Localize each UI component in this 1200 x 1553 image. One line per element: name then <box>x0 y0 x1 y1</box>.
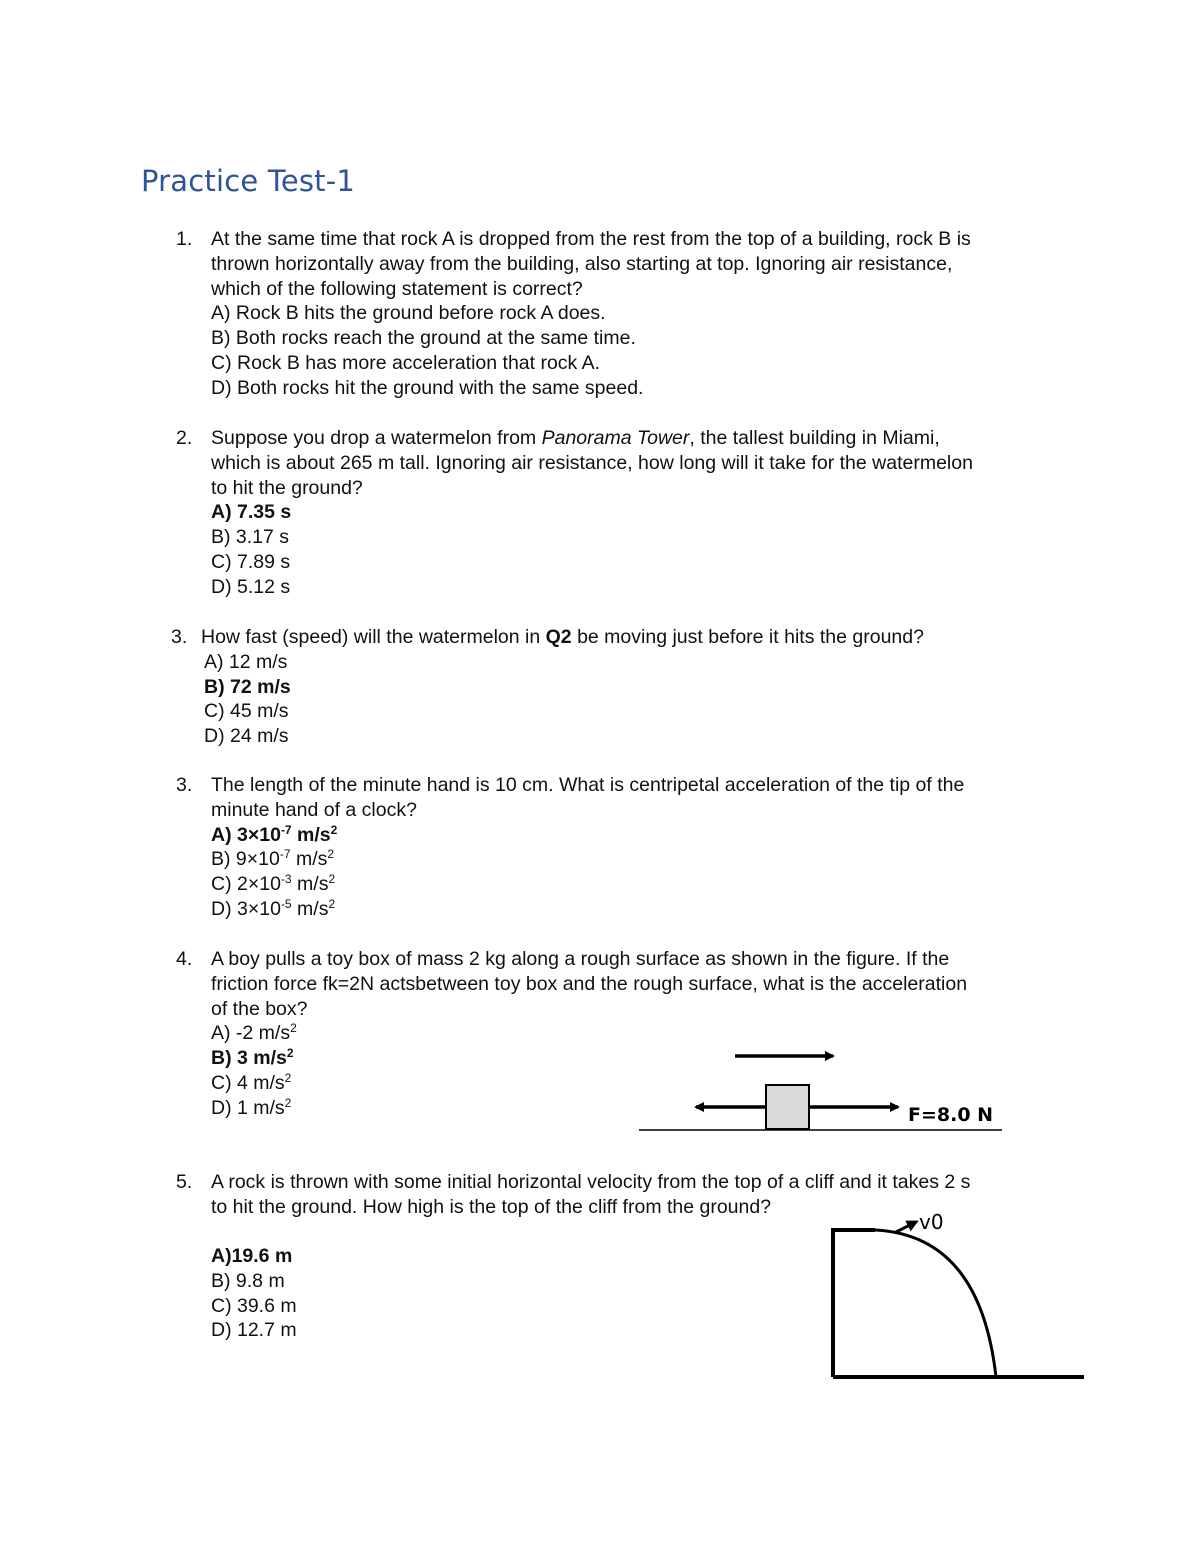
question-number: 4. <box>176 948 193 970</box>
answer-option-c <box>211 872 964 897</box>
page-title: Practice Test-1 <box>141 164 356 198</box>
question-stem-line <box>201 625 924 650</box>
question-stem-line: A boy pulls a toy box of mass 2 kg along a rough surface as shown in the figure. If the <box>211 948 950 970</box>
trajectory-curve <box>875 1230 996 1377</box>
stem-text: be moving just before it hits the ground? <box>571 626 924 648</box>
answer-option-d <box>211 897 964 922</box>
question-stem-line: At the same time that rock A is dropped from the rest from the top of a building, rock B is <box>211 228 971 250</box>
question-stem-line: which is about 265 m tall. Ignoring air resistance, how long will it take for the watermelon <box>211 451 973 474</box>
option-text: B) 3 m/s <box>211 1047 287 1070</box>
question-number: 5. <box>176 1171 193 1193</box>
question-number: 3. <box>176 774 193 796</box>
option-unit-exponent: 2 <box>286 1046 294 1061</box>
answer-option-c: C) 45 m/s <box>204 700 289 723</box>
answer-option-d: D) 12.7 m <box>211 1319 297 1342</box>
option-exponent: -7 <box>279 847 291 862</box>
answer-option-d: D) 5.12 s <box>211 575 291 598</box>
building-name: Panorama Tower <box>541 427 690 449</box>
option-letter: B) <box>211 848 236 871</box>
stem-text: , the tallest building in Miami, <box>689 427 940 449</box>
question-stem-line: A rock is thrown with some initial horizontal velocity from the top of a cliff and it takes 2 s <box>211 1171 971 1193</box>
question-stem-line: thrown horizontally away from the building, also starting at top. Ignoring air resistance, <box>211 252 953 275</box>
answer-option-c: C) 7.89 s <box>211 550 291 573</box>
question-number: 2. <box>176 427 193 449</box>
answer-option-d: D) 24 m/s <box>204 725 289 748</box>
question-stem-line: to hit the ground. How high is the top of the cliff from the ground? <box>211 1195 772 1218</box>
option-unit-exponent: 2 <box>330 822 338 837</box>
option-letter: C) <box>211 873 237 896</box>
stem-text: How fast (speed) will the watermelon in <box>201 626 546 648</box>
cliff-outline <box>833 1230 875 1377</box>
option-unit: m/s <box>291 823 331 846</box>
option-text: D) 1 m/s <box>211 1096 285 1119</box>
option-coefficient: 3×10 <box>237 897 281 920</box>
question-number: 1. <box>176 228 193 250</box>
velocity-arrow <box>896 1222 916 1232</box>
option-unit: m/s <box>290 848 328 871</box>
answer-option-b: B) 3.17 s <box>211 526 290 549</box>
answer-option-a-correct: A)19.6 m <box>211 1245 293 1267</box>
option-exponent: -5 <box>280 896 292 911</box>
question-stem-line: minute hand of a clock? <box>211 798 417 821</box>
cliff-trajectory-diagram <box>820 1205 1090 1390</box>
toy-box-force-diagram <box>620 1035 1020 1145</box>
stem-text: Suppose you drop a watermelon from <box>211 427 542 449</box>
answer-option-b: B) 9.8 m <box>211 1269 285 1292</box>
answer-option-c: C) 39.6 m <box>211 1294 297 1317</box>
question-reference: Q2 <box>545 626 572 648</box>
question-stem-line: to hit the ground? <box>211 476 363 499</box>
option-exponent: -3 <box>280 872 292 887</box>
answer-option-c: C) Rock B has more acceleration that rock A. <box>211 351 601 374</box>
question-stem-line: which of the following statement is correct? <box>211 277 583 300</box>
option-unit: m/s <box>291 897 329 920</box>
answer-option-a-correct: A) 7.35 s <box>211 501 292 524</box>
option-coefficient: 3×10 <box>237 823 281 846</box>
option-unit-exponent: 2 <box>328 872 336 887</box>
question-stem-line: friction force fk=2N actsbetween toy box and the rough surface, what is the acceleration <box>211 972 968 995</box>
question-stem-line <box>211 426 973 451</box>
option-letter: D) <box>211 897 237 920</box>
answer-option-b: B) Both rocks reach the ground at the same time. <box>211 327 636 350</box>
option-text: C) 4 m/s <box>211 1071 285 1094</box>
question-stem-line: of the box? <box>211 997 308 1020</box>
option-unit-exponent: 2 <box>290 1021 297 1036</box>
answer-option-a-correct <box>211 823 964 848</box>
option-unit: m/s <box>291 873 329 896</box>
question-number: 3. <box>171 626 188 648</box>
answer-option-b-correct: B) 72 m/s <box>204 675 291 698</box>
force-label: F=8.0 N <box>908 1104 994 1126</box>
option-unit-exponent: 2 <box>284 1070 292 1085</box>
answer-option-a: A) 12 m/s <box>204 650 288 673</box>
toy-box <box>766 1085 809 1129</box>
velocity-label: v0 <box>919 1210 944 1234</box>
option-coefficient: 9×10 <box>235 848 280 871</box>
answer-option-a: A) Rock B hits the ground before rock A does. <box>211 302 606 325</box>
option-unit-exponent: 2 <box>284 1095 292 1110</box>
question-stem-line: The length of the minute hand is 10 cm. What is centripetal acceleration of the tip of the <box>211 774 965 796</box>
option-coefficient: 2×10 <box>237 873 281 896</box>
option-exponent: -7 <box>280 822 292 837</box>
option-text: A) -2 m/s <box>211 1022 291 1045</box>
option-unit-exponent: 2 <box>328 896 336 911</box>
answer-option-b <box>211 847 964 872</box>
option-unit-exponent: 2 <box>327 847 335 862</box>
option-letter: A) <box>211 823 237 846</box>
answer-option-d: D) Both rocks hit the ground with the same speed. <box>211 376 644 399</box>
